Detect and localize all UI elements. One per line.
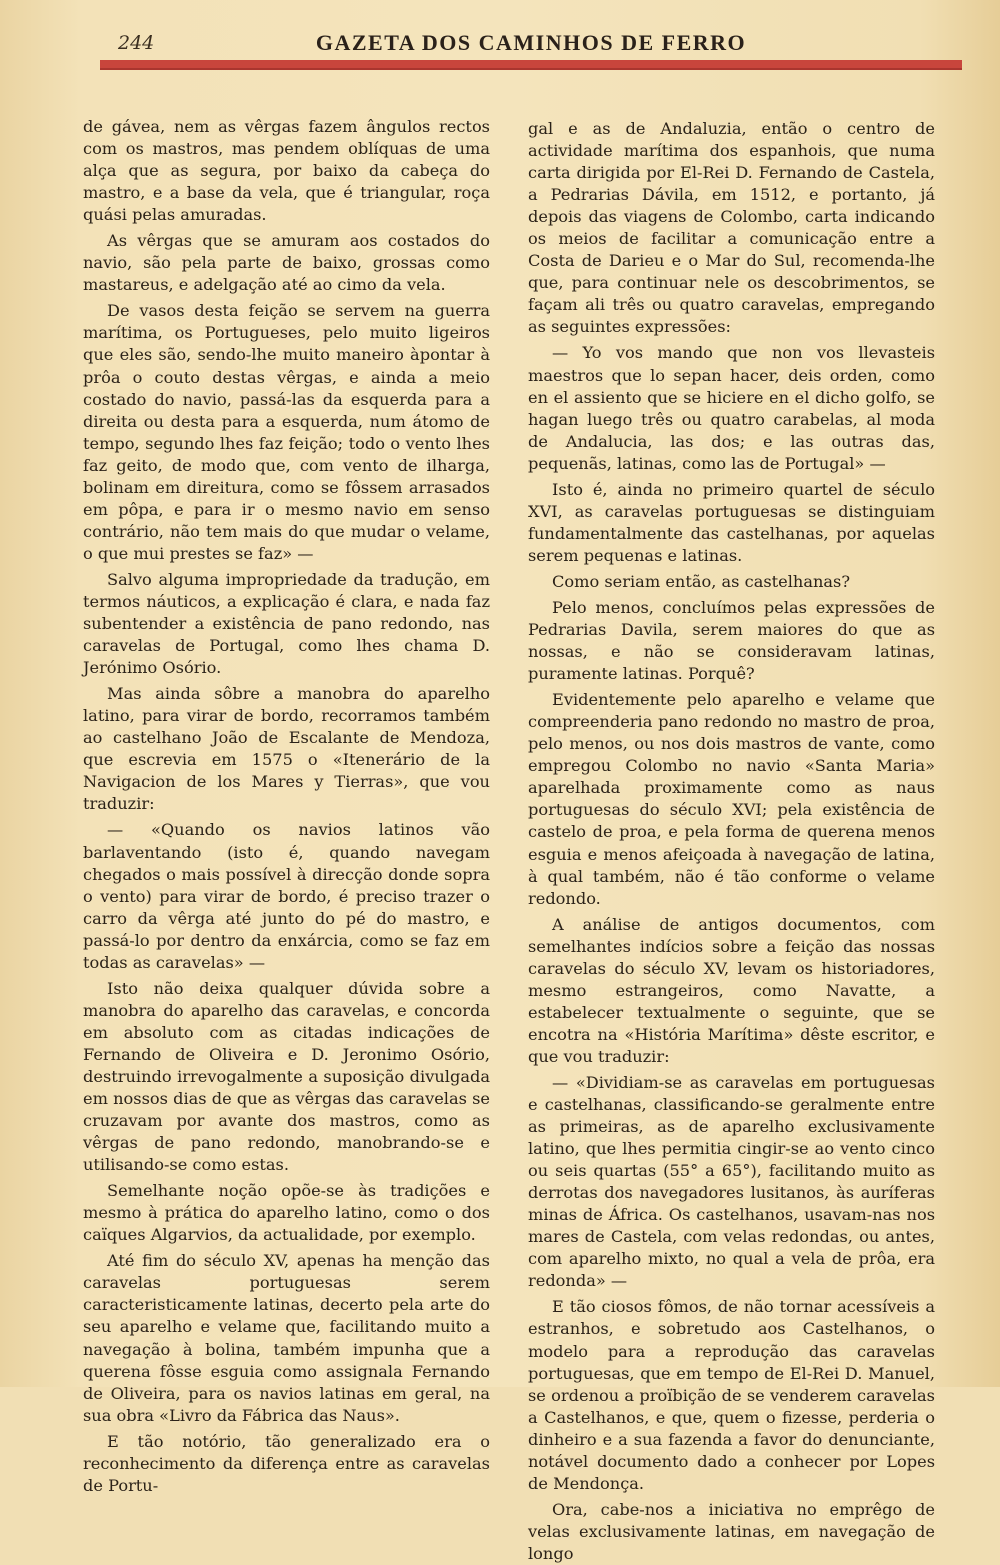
paragraph: gal e as de Andaluzia, então o centro de actividade marítima dos espanhois, que numa carta dirigida por El-Rei D. Fernando de Castela, a Pedrarias Dávila, em 1512, e portanto, já depois das viagens de Colombo, carta indicando os meios de facilitar a comunicação entre a Costa de Darieu e o Mar do Sul, recomenda-lhe que, para continuar nele os descobrimentos, se façam ali três ou quatro caravelas, empregando as seguintes expressões: (528, 119, 935, 337)
paragraph: — Yo vos mando que non vos llevasteis maestros que lo sepan hacer, deis orden, como en el assiento que se hiciere en el dicho golfo, se hagan luego três ou quatro carabelas, al moda de Andalucia, las dos; e las outras das, pequenãs, latinas, como las de Portugal» — (528, 343, 935, 473)
paragraph: De vasos desta feição se servem na guerra marítima, os Portugueses, pelo muito ligeiros que eles são, sendo-lhe muito maneiro àpontar à prôa o couto destas vêrgas, e ainda a meio costado do navio, passá-las da esquerda para a direita ou desta para a esquerda, num átomo de tempo, segundo lhes faz feição; todo o vento lhes faz geito, de modo que, com vento de ilharga, bolinam em direitura, como se fôssem arrasados em pôpa, e para ir o mesmo navio em senso contrário, não tem mais do que mudar o velame, o que mui prestes se faz» — (83, 301, 490, 563)
paragraph: Semelhante noção opõe-se às tradições e mesmo à prática do aparelho latino, como o dos caïques Algarvios, da actualidade, por exemplo. (83, 1181, 490, 1245)
left-column (83, 116, 490, 1495)
paragraph: Salvo alguma impropriedade da tradução, em termos náuticos, a explicação é clara, e nada faz subentender a existência de pano redondo, nas caravelas de Portugal, como lhes chama D. Jerónimo Osório. (83, 569, 490, 678)
journal-title: GAZETA DOS CAMINHOS DE FERRO (315, 30, 747, 55)
header-rule (100, 60, 962, 70)
paragraph: — «Quando os navios latinos vão barlaventando (isto é, quando navegam chegados o mais possível à direcção donde sopra o vento) para virar de bordo, é preciso trazer o carro da vêrga até junto do pé do mastro, e passá-lo por dentro da enxárcia, como se faz em todas as caravelas» — (83, 820, 490, 972)
paragraph: Até fim do século XV, apenas ha menção das caravelas portuguesas serem caracteristicamente latinas, decerto pela arte do seu aparelho e velame que, facilitando muito a navegação à bolina, também impunha que a querena fôsse esguia como assignala Fernando de Oliveira, para os navios latinas em geral, na sua obra «Livro da Fábrica das Naus». (83, 1251, 490, 1425)
paragraph: Evidentemente pelo aparelho e velame que compreenderia pano redondo no mastro de proa, pelo menos, ou nos dois mastros de vante, como empregou Colombo no navio «Santa Maria» aparelhada proximamente como as naus portuguesas do século XVI; pela existência de castelo de proa, e pela forma de querena menos esguia e menos afeiçoada à navegação de latina, à qual também, não é tão conforme o velame redondo. (528, 690, 935, 908)
paragraph: — «Dividiam-se as caravelas em portuguesas e castelhanas, classificando-se geralmente entre as primeiras, as de aparelho exclusivamente latino, que lhes permitia cingir-se ao vento cinco ou seis quartas (55° a 65°), facilitando muito as derrotas dos navegadores lusitanos, às auríferas minas de África. Os castelhanos, usavam-nas nos mares de Castela, com velas redondas, ou antes, com aparelho mixto, no qual a vela de prôa, era redonda» — (528, 1072, 935, 1291)
paragraph: Pelo menos, concluímos pelas expressões de Pedrarias Davila, serem maiores do que as nossas, e não se consideravam latinas, puramente latinas. Porquê? (528, 597, 935, 684)
paragraph: Ora, cabe-nos a iniciativa no emprêgo de velas exclusivamente latinas, em navegação de longo (528, 1499, 935, 1563)
page-header (100, 30, 962, 58)
paragraph: Isto é, ainda no primeiro quartel de século XVI, as caravelas portuguesas se distinguiam fundamentalmente das castelhanas, por aquelas serem pequenas e latinas. (528, 479, 935, 565)
right-column (528, 118, 935, 1563)
paragraph: de gávea, nem as vêrgas fazem ângulos rectos com os mastros, mas pendem oblíquas de uma alça que as segura, por baixo da cabeça do mastro, e a base da vela, que é triangular, roça quási pelas amuradas. (83, 117, 490, 225)
paragraph: E tão notório, tão generalizado era o reconhecimento da diferença entre as caravelas de Portu- (83, 1431, 490, 1495)
paragraph: Mas ainda sôbre a manobra do aparelho latino, para virar de bordo, recorramos também ao castelhano João de Escalante de Mendoza, que escrevia em 1575 o «Itenerário de la Navigacion de los Mares y Tierras», que vou traduzir: (83, 684, 490, 814)
paragraph: As vêrgas que se amuram aos costados do navio, são pela parte de baixo, grossas como mastareus, e adelgação até ao cimo da vela. (83, 231, 490, 295)
paragraph: A análise de antigos documentos, com semelhantes indícios sobre a feição das nossas caravelas do século XV, levam os historiadores, mesmo estrangeiros, como Navatte, a estabelecer textualmente o seguinte, que se encotra na «História Marítima» dêste escritor, e que vou traduzir: (528, 914, 935, 1066)
paragraph: Isto não deixa qualquer dúvida sobre a manobra do aparelho das caravelas, e concorda em absoluto com as citadas indicações de Fernando de Oliveira e D. Jeronimo Osório, destruindo irrevogalmente a suposição divulgada em nossos dias de que as vêrgas das caravelas se cruzavam por avante dos mastros, como as vêrgas de pano redondo, manobrando-se e utilisando-se como estas. (83, 978, 490, 1175)
paragraph: E tão ciosos fômos, de não tornar acessíveis a estranhos, e sobretudo aos Castelhanos, o modelo para a reprodução das caravelas portuguesas, que em tempo de El-Rei D. Manuel, se ordenou a proïbição de se venderem caravelas a Castelhanos, e que, quem o fizesse, perderia o dinheiro e a sua fazenda a favor do denunciante, notável documento dado a conhecer por Lopes de Mendonça. (528, 1297, 935, 1493)
page-number: 244 (118, 32, 155, 54)
paragraph: Como seriam então, as castelhanas? (552, 571, 851, 591)
